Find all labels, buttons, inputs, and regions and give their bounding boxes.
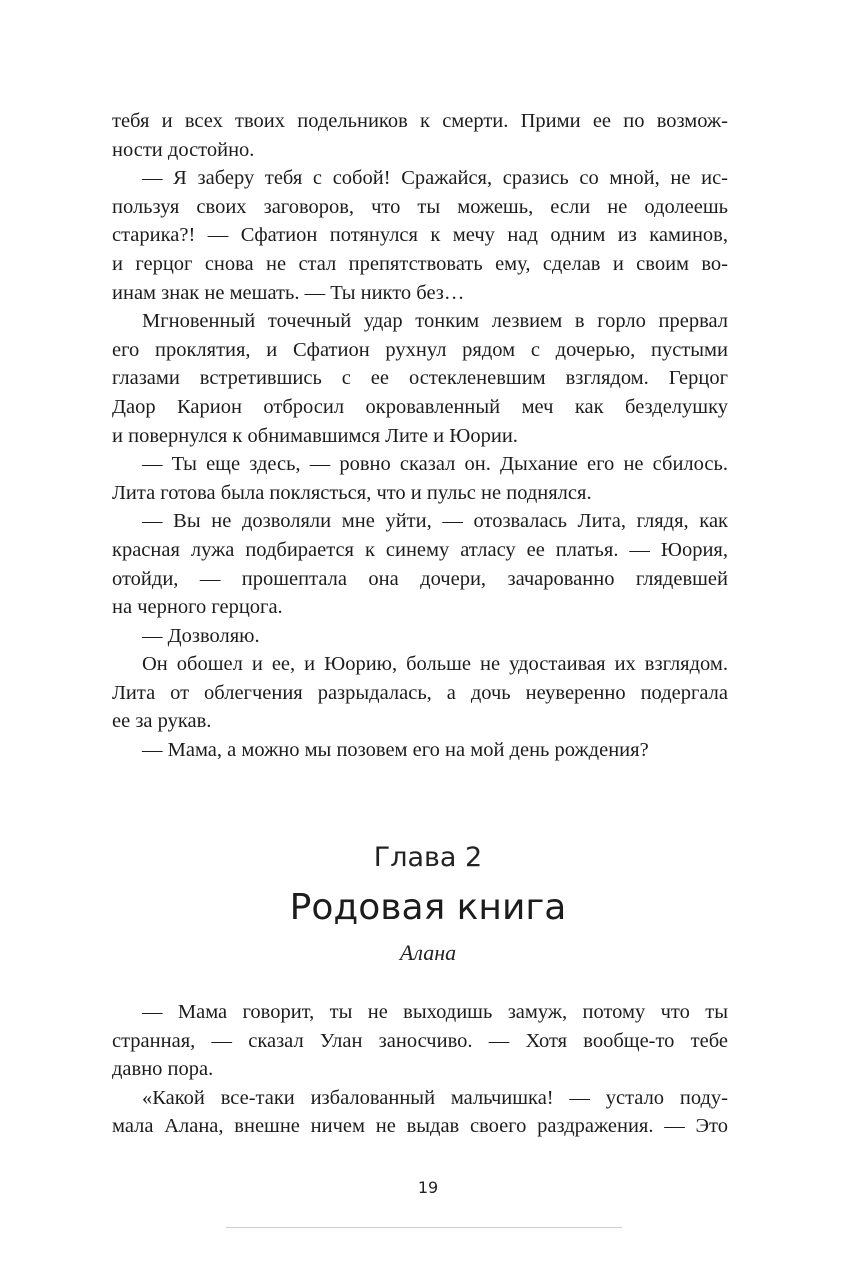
text-line: и герцог снова не стал препятствовать ему, сделав и своим во-: [112, 252, 728, 275]
text-line: Он обошел и ее, и Юорию, больше не удостаивая их взглядом.: [142, 653, 728, 676]
text-line: старика?! — Сфатион потянулся к мечу над одним из каминов,: [112, 224, 728, 247]
text-line: и повернулся к обнимавшимся Лите и Юории.: [112, 424, 518, 447]
text-line: пользуя своих заговоров, что ты можешь, если не одолеешь: [112, 195, 728, 218]
text-line: давно пора.: [112, 1058, 214, 1081]
text-line: «Какой все-таки избалованный мальчишка! — устало поду-: [142, 1086, 728, 1109]
text-line: его проклятия, и Сфатион рухнул рядом с дочерью, пустыми: [112, 338, 728, 361]
text-line: — Ты еще здесь, — ровно сказал он. Дыхание его не сбилось.: [142, 453, 728, 476]
text-line: — Вы не дозволяли мне уйти, — отозвалась Лита, глядя, как: [142, 510, 728, 533]
text-line: Даор Карион отбросил окровавленный меч как безделушку: [112, 395, 728, 418]
text-line: Лита готова была поклясться, что и пульс не поднялся.: [112, 481, 592, 504]
page-number: 19: [417, 1178, 439, 1197]
chapter-title: Родовая книга: [289, 887, 567, 928]
footer-divider: [226, 1227, 622, 1228]
chapter-number: Глава 2: [373, 842, 483, 873]
chapter-subtitle: Алана: [399, 940, 457, 965]
text-line: инам знак не мешать. — Ты никто без…: [112, 281, 465, 304]
text-line: на черного герцога.: [112, 596, 283, 619]
text-line: мала Алана, внешне ничем не выдав своего раздражения. — Это: [112, 1115, 728, 1138]
text-line: странная, — сказал Улан заносчиво. — Хотя вообще-то тебе: [112, 1029, 728, 1052]
text-line: красная лужа подбирается к синему атласу ее платья. — Юория,: [112, 538, 728, 561]
text-line: ности достойно.: [112, 138, 255, 161]
text-line: отойди, — прошептала она дочери, зачарованно глядевшей: [112, 567, 728, 590]
text-line: ее за рукав.: [112, 710, 212, 733]
text-line: Мгновенный точечный удар тонким лезвием в горло прервал: [142, 310, 728, 333]
body-text-block: [112, 107, 728, 765]
text-line: — Дозволяю.: [142, 624, 260, 647]
text-line: — Мама, а можно мы позовем его на мой день рождения?: [142, 739, 649, 762]
text-line: глазами встретившись с ее остекленевшим взглядом. Герцог: [112, 367, 728, 390]
text-line: — Я заберу тебя с собой! Сражайся, сразись со мной, не ис-: [142, 167, 728, 190]
text-line: — Мама говорит, ты не выходишь замуж, потому что ты: [142, 1001, 728, 1023]
text-line: Лита от облегчения разрыдалась, а дочь неуверенно подергала: [112, 681, 728, 704]
text-line: тебя и всех твоих подельников к смерти. Прими ее по возмож-: [112, 110, 728, 132]
body-text-block: [112, 998, 728, 1141]
